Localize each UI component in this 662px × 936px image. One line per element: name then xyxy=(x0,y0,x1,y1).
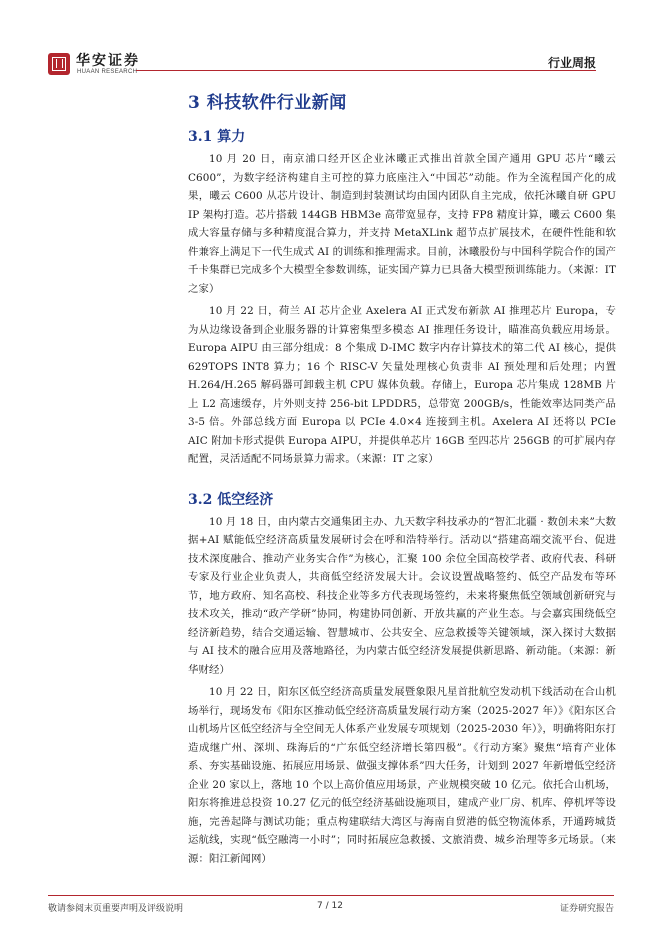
news-paragraph: 10 月 22 日，阳东区低空经济高质量发展暨象限凡星首批航空发动机下线活动在合山机场举行，现场发布《阳东区推动低空经济高质量发展行动方案（2025-2027 年）》《阳东区合山机场片区低空经济与全空间无人体系产业发展专项规划（2025-2030 年）》，明确将阳东打造成继广州、深圳、珠海后的“广东低空经济增长第四极”。《行动方案》聚焦“培育产业体系、夯实基础设施、拓展应用场景、做强支撑体系”四大任务，计划到 2027 年新增低空经济企业 20 家以上，落地 10 个以上高价值应用场景，产业规模突破 10 亿元。依托合山机场，阳东将推进总投资 10.27 亿元的低空经济基础设施项目，建成产业厂房、机库、停机坪等设施，完善起降与测试功能；重点构建联结大湾区与海南自贸港的低空物流体系，开通跨城货运航线，实现“低空融湾一小时”；同时拓展应急救援、文旅消费、城乡治理等多元场景。（来源：阳江新闻网） xyxy=(188,686,616,865)
subsection-title-compute: 3.1 算力 xyxy=(188,129,246,145)
news-paragraph: 10 月 18 日，由内蒙古交通集团主办、九天数字科技承办的“智汇北疆 · 数创未来”大数据+AI 赋能低空经济高质量发展研讨会在呼和浩特举行。活动以“搭建高端交流平台、促进技术深度融合、推动产业务实合作”为核心，汇聚 100 余位全国高校学者、政府代表、科研专家及行业企业负责人，共商低空经济发展大计。会议设置战略签约、低空产品发布等环节，地方政府、知名高校、科技企业等多方代表现场签约，未来将聚焦低空领域创新研究与技术攻关，推动“政产学研”协同，构建协同创新、开放共赢的产业生态。与会嘉宾围绕低空经济新趋势，结合交通运输、智慧城市、公共安全、应急救援等关键领域，深入探讨大数据与 AI 技术的融合应用及落地路径，为内蒙古低空经济发展提供新思路、新动能。（来源：新华财经） xyxy=(188,515,616,676)
report-type-tag: 行业周报 xyxy=(547,56,596,70)
news-paragraph: 10 月 20 日，南京浦口经开区企业沐曦正式推出首款全国产通用 GPU 芯片“曦云 C600”，为数字经济构建自主可控的算力底座注入“中国芯”动能。作为全流程国产化的成果，曦云 C600 从芯片设计、制造到封装测试均由国内团队自主完成，依托沐曦自研 GPU IP 架构打造。芯片搭载 144GB HBM3e 高带宽显存，支持 FP8 精度计算，曦云 C600 集成大容量存储与多种精度混合算力，并支持 MetaXLink 超节点扩展技术，在硬件性能和软件兼容上满足下一代生成式 AI 的训练和推理需求。目前，沐曦股份与中国科学院合作的国产千卡集群已完成多个大模型全参数训练，证实国产算力已具备大模型预训练能力。（来源：IT 之家） xyxy=(188,153,616,295)
logo-subtext: HUAAN RESEARCH xyxy=(77,69,138,75)
page-number: 7 / 12 xyxy=(317,901,343,911)
news-paragraph: 10 月 22 日，荷兰 AI 芯片企业 Axelera AI 正式发布新款 AI 推理芯片 Europa，专为从边缘设备到企业服务器的计算密集型多模态 AI 推理任务设计，瞄准高负载应用场景。Europa AIPU 由三部分组成：8 个集成 D-IMC 数字内存计算技术的第二代 AI 核心，提供 629TOPS INT8 算力；16 个 RISC-V 矢量处理核心负责非 AI 预处理和后处理；内置 H.264/H.265 解码器可卸载主机 CPU 媒体负载。存储上，Europa 芯片集成 128MB 片上 L2 高速缓存，片外则支持 256-bit LPDDR5，总带宽 200GB/s，性能效率达同类产品 3-5 倍。外部总线方面 Europa 以 PCIe 4.0×4 连接到主机。Axelera AI 还将以 PCIe AIC 附加卡形式提供 Europa AIPU，并提供单芯片 16GB 至四芯片 256GB 的可扩展内存配置，灵活适配不同场景算力需求。（来源：IT 之家） xyxy=(188,305,616,465)
footer-divider xyxy=(48,895,614,896)
footer-disclaimer: 敬请参阅末页重要声明及评级说明 xyxy=(48,904,184,914)
footer-report-label: 证券研究报告 xyxy=(559,904,614,914)
main-content xyxy=(188,88,616,872)
huaan-logo-icon xyxy=(48,53,70,75)
section-title: 3 科技软件行业新闻 xyxy=(188,93,347,113)
page-header xyxy=(0,0,662,75)
subsection-title-low-altitude: 3.2 低空经济 xyxy=(188,491,274,508)
logo-text: 华安证券 xyxy=(76,53,140,69)
header-divider xyxy=(136,70,596,71)
section-spacer xyxy=(188,473,616,489)
